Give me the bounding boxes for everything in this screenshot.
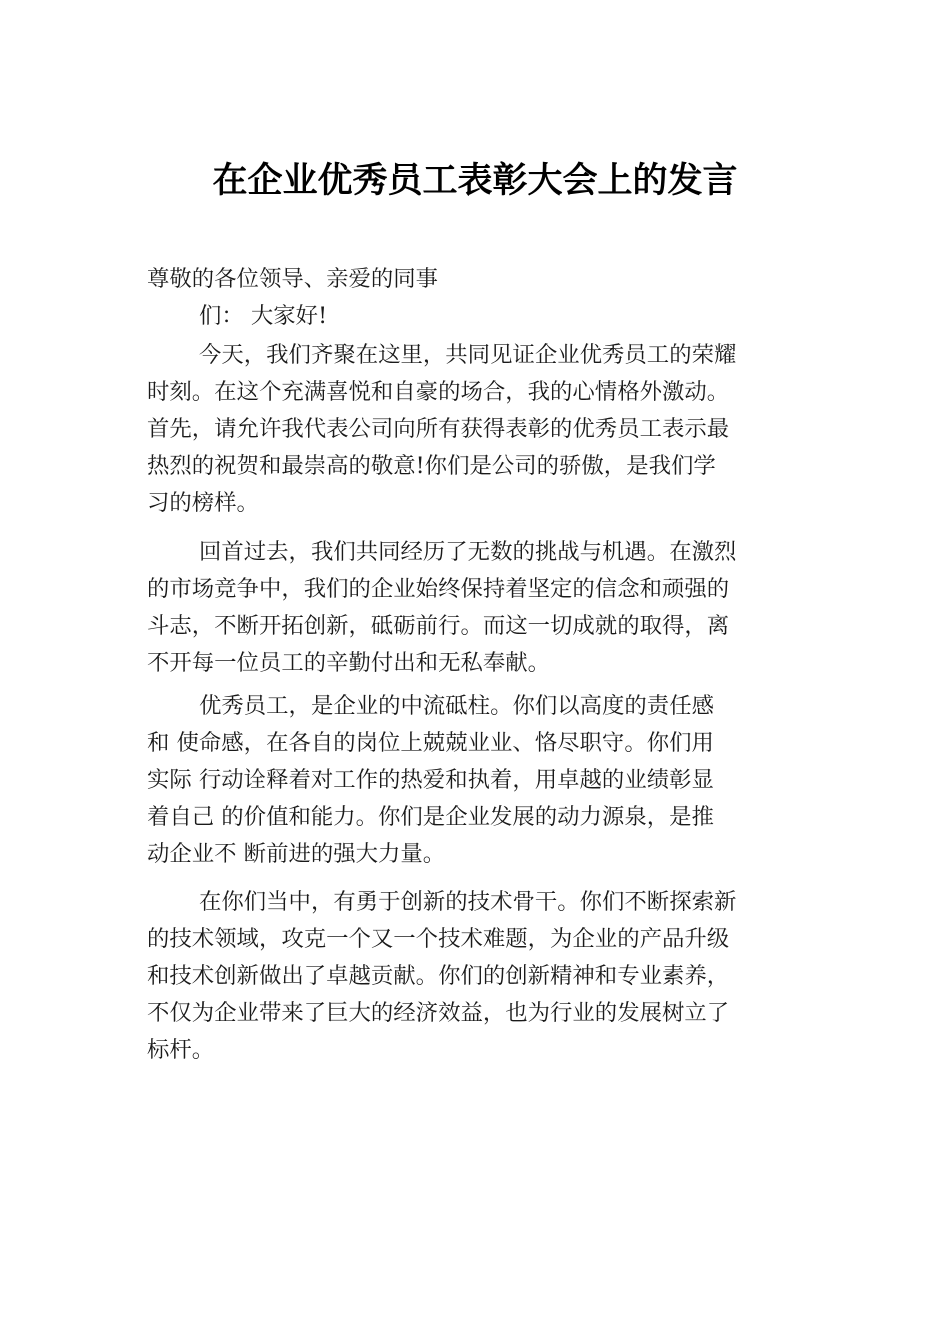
greeting-line: 尊敬的各位领导、亲爱的同事 bbox=[147, 266, 439, 292]
paragraph-line: 斗志，不断开拓创新，砥砺前行。而这一切成就的取得，离 bbox=[147, 613, 730, 639]
paragraph-line: 着自己 的价值和能力。你们是企业发展的动力源泉，是推 bbox=[147, 804, 714, 830]
paragraph-3 bbox=[147, 688, 813, 873]
paragraph-line: 优秀员工，是企业的中流砥柱。你们以高度的责任感 bbox=[199, 693, 714, 719]
paragraph-line: 首先，请允许我代表公司向所有获得表彰的优秀员工表示最 bbox=[147, 416, 730, 442]
paragraph-line: 热烈的祝贺和最崇高的敬意!你们是公司的骄傲，是我们学 bbox=[147, 453, 716, 479]
paragraph-line: 的技术领域，攻克一个又一个技术难题，为企业的产品升级 bbox=[147, 926, 730, 952]
paragraph-4 bbox=[147, 884, 813, 1069]
paragraph-line: 和 使命感，在各自的岗位上兢兢业业、恪尽职守。你们用 bbox=[147, 730, 714, 756]
paragraph-1 bbox=[147, 337, 813, 522]
paragraph-line: 回首过去，我们共同经历了无数的挑战与机遇。在激烈 bbox=[199, 539, 737, 565]
paragraph-2 bbox=[147, 534, 813, 682]
greeting bbox=[147, 261, 813, 335]
paragraph-line: 不仅为企业带来了巨大的经济效益，也为行业的发展树立了 bbox=[147, 1000, 730, 1026]
paragraph-line: 标杆。 bbox=[147, 1037, 215, 1063]
paragraph-line: 不开每一位员工的辛勤付出和无私奉献。 bbox=[147, 650, 551, 676]
document-title: 在企业优秀员工表彰大会上的发言 bbox=[212, 161, 738, 201]
paragraph-line: 和技术创新做出了卓越贡献。你们的创新精神和专业素养， bbox=[147, 963, 730, 989]
paragraph-line: 实际 行动诠释着对工作的热爱和执着，用卓越的业绩彰显 bbox=[147, 767, 714, 793]
paragraph-line: 今天，我们齐聚在这里，共同见证企业优秀员工的荣耀 bbox=[199, 342, 737, 368]
paragraph-line: 的市场竞争中，我们的企业始终保持着坚定的信念和顽强的 bbox=[147, 576, 730, 602]
greeting-line: 们： 大家好! bbox=[199, 303, 328, 329]
paragraph-line: 时刻。在这个充满喜悦和自豪的场合，我的心情格外激动。 bbox=[147, 379, 730, 405]
paragraph-line: 动企业不 断前进的强大力量。 bbox=[147, 841, 446, 867]
paragraph-line: 习的榜样。 bbox=[147, 490, 259, 516]
paragraph-line: 在你们当中，有勇于创新的技术骨干。你们不断探索新 bbox=[199, 889, 737, 915]
